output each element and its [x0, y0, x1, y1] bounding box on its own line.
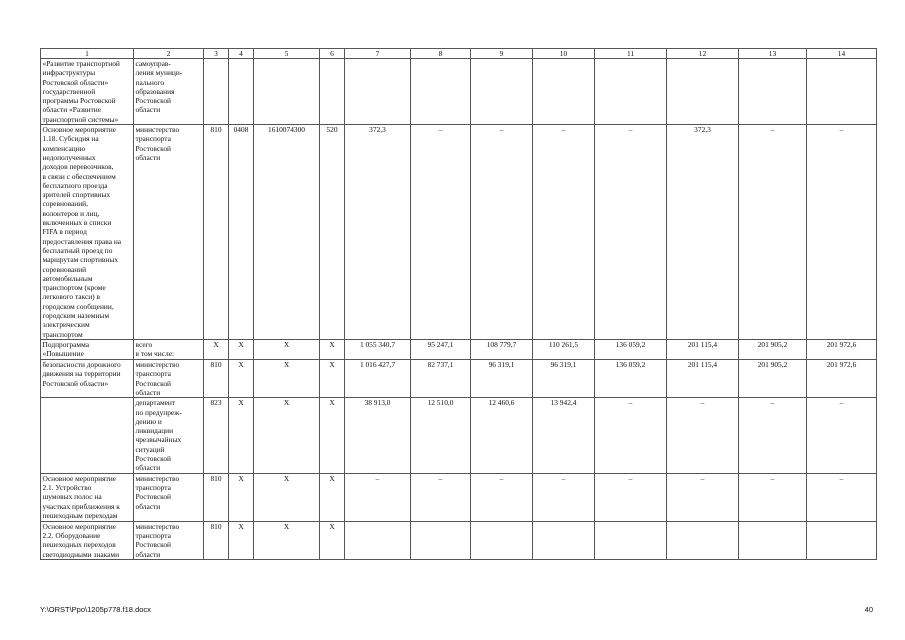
- year-value-cell: –: [595, 473, 667, 521]
- year-value-cell: –: [807, 125, 877, 340]
- total-cell: 1 016 427,7: [345, 360, 411, 398]
- table-row: [41, 340, 877, 360]
- year-value-cell: 201 115,4: [667, 340, 739, 360]
- year-value-cell: –: [807, 398, 877, 473]
- year-value-cell: 136 059,2: [595, 340, 667, 360]
- col-header: 9: [471, 49, 533, 59]
- program-name-cell: Основное мероприятие 2.1. Устройство шумовых полос на участках приближения к пешеходным переходам: [41, 473, 134, 521]
- csr-cell: Х: [254, 360, 320, 398]
- executor-cell: министерство транспорта Ростовской области: [134, 125, 204, 340]
- csr-cell: 1610074300: [254, 125, 320, 340]
- rzpr-cell: Х: [229, 521, 254, 559]
- col-header: 13: [739, 49, 807, 59]
- year-value-cell: [807, 521, 877, 559]
- table-row: [41, 125, 877, 340]
- col-header: 3: [204, 49, 229, 59]
- total-cell: 38 913,0: [345, 398, 411, 473]
- year-value-cell: –: [471, 125, 533, 340]
- year-value-cell: –: [667, 398, 739, 473]
- vr-cell: Х: [320, 521, 345, 559]
- col-header: 4: [229, 49, 254, 59]
- total-cell: –: [345, 473, 411, 521]
- program-name-cell: [41, 398, 134, 473]
- page-number: 40: [864, 605, 873, 614]
- vr-cell: Х: [320, 473, 345, 521]
- year-value-cell: 201 972,6: [807, 340, 877, 360]
- year-value-cell: [533, 521, 595, 559]
- grbs-cell: 810: [204, 521, 229, 559]
- year-value-cell: –: [739, 125, 807, 340]
- col-header: 11: [595, 49, 667, 59]
- grbs-cell: 810: [204, 125, 229, 340]
- col-header: 8: [411, 49, 471, 59]
- year-value-cell: 136 059,2: [595, 360, 667, 398]
- year-value-cell: 12 510,0: [411, 398, 471, 473]
- executor-cell: министерство транспорта Ростовской области: [134, 473, 204, 521]
- csr-cell: Х: [254, 398, 320, 473]
- year-value-cell: [739, 59, 807, 125]
- rzpr-cell: Х: [229, 473, 254, 521]
- year-value-cell: 96 319,1: [471, 360, 533, 398]
- year-value-cell: 372,3: [667, 125, 739, 340]
- vr-cell: 520: [320, 125, 345, 340]
- year-value-cell: [667, 59, 739, 125]
- col-header: 2: [134, 49, 204, 59]
- year-value-cell: 108 779,7: [471, 340, 533, 360]
- grbs-cell: 810: [204, 473, 229, 521]
- year-value-cell: –: [411, 473, 471, 521]
- vr-cell: Х: [320, 398, 345, 473]
- year-value-cell: –: [667, 473, 739, 521]
- executor-cell: всего в том числе:: [134, 340, 204, 360]
- year-value-cell: [739, 521, 807, 559]
- year-value-cell: [533, 59, 595, 125]
- csr-cell: Х: [254, 340, 320, 360]
- year-value-cell: –: [739, 398, 807, 473]
- year-value-cell: [807, 59, 877, 125]
- year-value-cell: [411, 59, 471, 125]
- table-row: [41, 398, 877, 473]
- year-value-cell: –: [595, 125, 667, 340]
- year-value-cell: 110 261,5: [533, 340, 595, 360]
- year-value-cell: 201 905,2: [739, 340, 807, 360]
- csr-cell: Х: [254, 473, 320, 521]
- table-row: [41, 360, 877, 398]
- vr-cell: Х: [320, 340, 345, 360]
- year-value-cell: 82 737,1: [411, 360, 471, 398]
- grbs-cell: 823: [204, 398, 229, 473]
- year-value-cell: –: [739, 473, 807, 521]
- col-header: 5: [254, 49, 320, 59]
- vr-cell: [320, 59, 345, 125]
- year-value-cell: –: [533, 473, 595, 521]
- total-cell: 372,3: [345, 125, 411, 340]
- vr-cell: Х: [320, 360, 345, 398]
- program-name-cell: Основное мероприятие 2.2. Оборудование пешеходных переходов светодиодными знаками: [41, 521, 134, 559]
- rzpr-cell: Х: [229, 360, 254, 398]
- executor-cell: министерство транспорта Ростовской области: [134, 360, 204, 398]
- rzpr-cell: Х: [229, 340, 254, 360]
- year-value-cell: 96 319,1: [533, 360, 595, 398]
- csr-cell: Х: [254, 521, 320, 559]
- table-row: [41, 59, 877, 125]
- csr-cell: [254, 59, 320, 125]
- rzpr-cell: 0408: [229, 125, 254, 340]
- year-value-cell: [471, 521, 533, 559]
- grbs-cell: Х: [204, 340, 229, 360]
- year-value-cell: 201 115,4: [667, 360, 739, 398]
- year-value-cell: –: [533, 125, 595, 340]
- year-value-cell: –: [595, 398, 667, 473]
- executor-cell: самоуправ- ления муници- пального образования Ростовской области: [134, 59, 204, 125]
- program-name-cell: «Развитие транспортной инфраструктуры Ростовской области» государственной программы Ростовской области «Развитие транспортной системы»: [41, 59, 134, 125]
- budget-table: [40, 48, 877, 560]
- col-header: 10: [533, 49, 595, 59]
- program-name-cell: безопасности дорожного движения на территории Ростовской области»: [41, 360, 134, 398]
- year-value-cell: 201 972,6: [807, 360, 877, 398]
- col-header: 6: [320, 49, 345, 59]
- table-row: [41, 521, 877, 559]
- year-value-cell: [595, 521, 667, 559]
- year-value-cell: 95 247,1: [411, 340, 471, 360]
- executor-cell: министерство транспорта Ростовской области: [134, 521, 204, 559]
- year-value-cell: [667, 521, 739, 559]
- total-cell: [345, 59, 411, 125]
- table-row: [41, 473, 877, 521]
- total-cell: 1 055 340,7: [345, 340, 411, 360]
- rzpr-cell: [229, 59, 254, 125]
- year-value-cell: [471, 59, 533, 125]
- document-path: Y:\ORST\Ppo\1205p778.f18.docx: [40, 605, 151, 614]
- year-value-cell: [595, 59, 667, 125]
- col-header: 12: [667, 49, 739, 59]
- year-value-cell: –: [411, 125, 471, 340]
- col-header: 14: [807, 49, 877, 59]
- header-row: [41, 49, 877, 59]
- col-header: 7: [345, 49, 411, 59]
- year-value-cell: [411, 521, 471, 559]
- year-value-cell: –: [807, 473, 877, 521]
- year-value-cell: –: [471, 473, 533, 521]
- program-name-cell: Основное мероприятие 1.18. Субсидия на компенсацию недополученных доходов перевозчиков, в связи с обеспечением бесплатного проезда зрителей спортивных соревнований, волонтеров и лиц, включенных в списки FIFA в период предоставления права на бесплатный проезд по маршрутам спортивных соревнований автомобильным транспортом (кроме легкового такси) в городском сообщении, городским наземным электрическим транспортом: [41, 125, 134, 340]
- col-header: 1: [41, 49, 134, 59]
- year-value-cell: 13 942,4: [533, 398, 595, 473]
- program-name-cell: Подпрограмма «Повышение: [41, 340, 134, 360]
- year-value-cell: 12 460,6: [471, 398, 533, 473]
- year-value-cell: 201 905,2: [739, 360, 807, 398]
- total-cell: [345, 521, 411, 559]
- executor-cell: департамент по предупреж- дению и ликвидации чрезвычайных ситуаций Ростовской области: [134, 398, 204, 473]
- grbs-cell: 810: [204, 360, 229, 398]
- grbs-cell: [204, 59, 229, 125]
- rzpr-cell: Х: [229, 398, 254, 473]
